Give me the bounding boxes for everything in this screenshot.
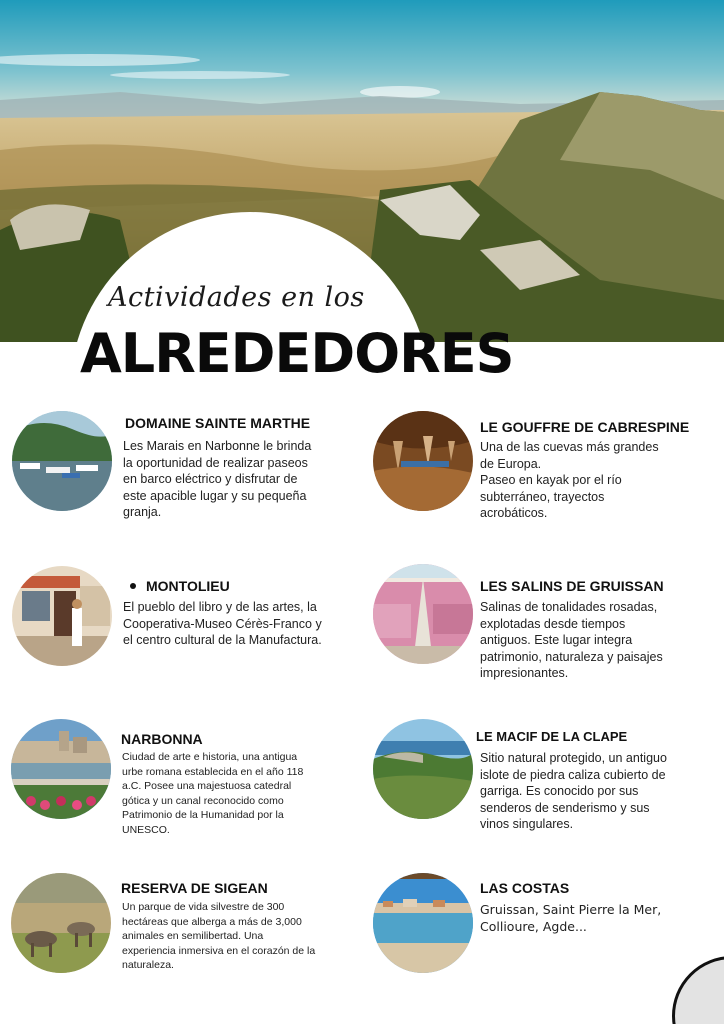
item-title-domaine-sainte-marthe: DOMAINE SAINTE MARTHE bbox=[125, 415, 311, 431]
item-title-macif-de-la-clape: LE MACIF DE LA CLAPE bbox=[476, 729, 628, 744]
item-title-narbonna: NARBONNA bbox=[121, 731, 203, 747]
decorative-corner-circle bbox=[672, 956, 724, 1024]
item-text-domaine-sainte-marthe: Les Marais en Narbonne le brinda la oportunidad de realizar paseos en barco eléctrico y disfrutar de este apacible lugar y su pequeña granja. bbox=[123, 439, 312, 519]
item-text-gouffre-cabrespine: Una de las cuevas más grandes de Europa. Paseo en kayak por el río subterráneo, trayectos acrobáticos. bbox=[480, 440, 659, 520]
item-title-gouffre-cabrespine: LE GOUFFRE DE CABRESPINE bbox=[480, 419, 690, 435]
beach-photo bbox=[373, 873, 473, 973]
boats-marina-photo bbox=[12, 411, 112, 511]
item-title-salins-gruissan: LES SALINS DE GRUISSAN bbox=[480, 578, 664, 594]
script-title: Actividades en los bbox=[108, 282, 365, 313]
wildlife-photo bbox=[11, 873, 111, 973]
canal-city-photo bbox=[11, 719, 111, 819]
salt-flats-photo bbox=[373, 564, 473, 664]
bullet-icon bbox=[130, 583, 136, 589]
item-text-salins-gruissan: Salinas de tonalidades rosadas, explotadas desde tiempos antiguos. Este lugar integra patrimonio, naturaleza y paisajes impresionantes. bbox=[480, 600, 663, 680]
cave-photo bbox=[373, 411, 473, 511]
item-text-macif-de-la-clape: Sitio natural protegido, un antiguo islote de piedra caliza cubierto de garriga. Es conocido por sus senderos de senderismo y sus vinos singulares. bbox=[480, 751, 667, 831]
item-text-montolieu: El pueblo del libro y de las artes, la Cooperativa-Museo Cérès-Franco y el centro cultural de la Manufactura. bbox=[123, 600, 322, 647]
item-text-las-costas: Gruissan, Saint Pierre la Mer, Collioure, Agde... bbox=[480, 902, 662, 934]
item-title-reserva-sigean: RESERVA DE SIGEAN bbox=[121, 880, 268, 896]
montolieu-label: MONTOLIEU bbox=[146, 578, 230, 594]
item-text-reserva-sigean: Un parque de vida silvestre de 300 hectáreas que alberga a más de 3,000 animales en semilibertad. Una experiencia inmersiva en el corazón de la naturaleza. bbox=[122, 901, 316, 971]
coastal-hills-photo bbox=[373, 719, 473, 819]
item-title-las-costas: LAS COSTAS bbox=[480, 880, 570, 896]
main-title: ALREDEDORES bbox=[80, 322, 514, 385]
item-text-narbonna: Ciudad de arte e historia, una antigua urbe romana establecida en el año 118 a.C. Posee una majestuosa catedral gótica y un canal reconocido como Patrimonio de la Humanidad por la UNESCO. bbox=[122, 751, 304, 836]
item-title-montolieu bbox=[130, 578, 230, 594]
bookshop-photo bbox=[12, 566, 112, 666]
